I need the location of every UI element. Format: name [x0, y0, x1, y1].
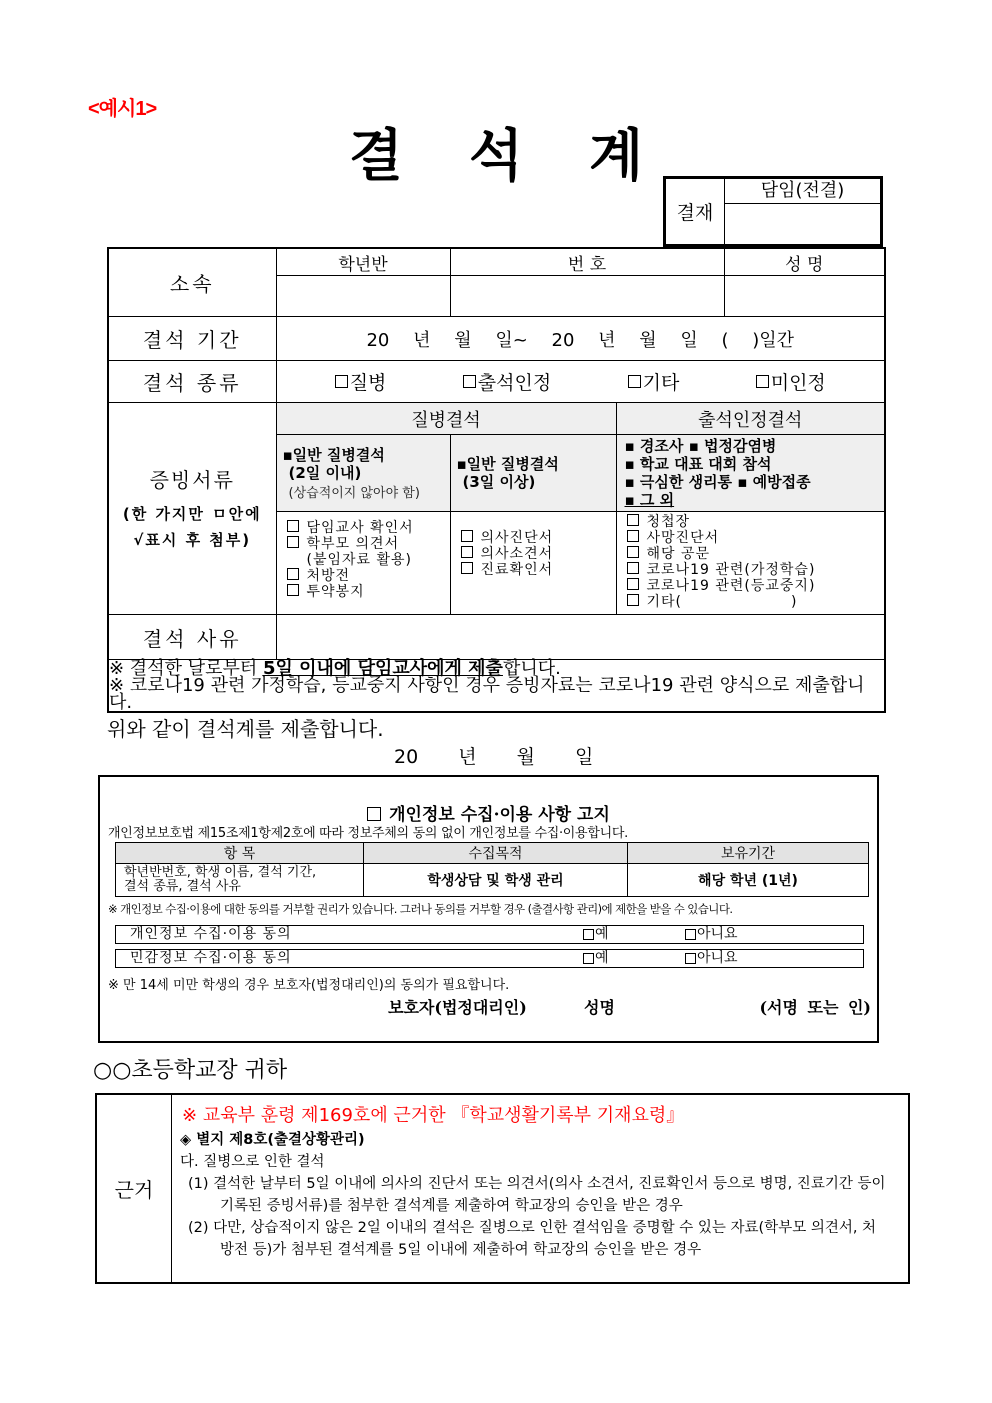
privacy-law-text: 개인정보보호법 제15조제1항제2호에 따라 정보주체의 동의 없이 개인정보를 수집·이용합니다.: [108, 826, 628, 841]
checkbox-icon[interactable]: [583, 929, 594, 940]
checkbox-icon[interactable]: [287, 568, 299, 580]
basis-label: 근거: [96, 1094, 172, 1283]
consent-row-sensitive: 민감정보 수집·이용 동의 예 아니요: [115, 949, 864, 968]
doc-option[interactable]: 코로나19 관련(가정학습): [627, 562, 885, 578]
approved-docs: [616, 512, 885, 615]
title-char: 계: [589, 124, 644, 189]
absence-type-illness[interactable]: 질병: [335, 368, 387, 395]
checkbox-icon[interactable]: [461, 546, 473, 558]
name-header: 성 명: [724, 248, 885, 276]
checkbox-icon[interactable]: [627, 594, 639, 606]
consent-row-personal: 개인정보 수집·이용 동의 예 아니요: [115, 925, 864, 944]
illness-long-docs: [450, 512, 616, 615]
illness-short-docs: 담임교사 확인서 학부모 의견서 (붙임자료 활용) 처방전 투약봉지: [276, 512, 450, 615]
title-char: 결: [348, 124, 403, 189]
basis-heading: ※ 교육부 훈령 제169호에 근거한 『학교생활기록부 기재요령』: [182, 1105, 685, 1126]
doc-option[interactable]: 의사진단서: [461, 530, 616, 546]
consent-yes[interactable]: 예: [583, 926, 609, 943]
approval-header: 담임(전결): [725, 179, 880, 204]
number-field[interactable]: [450, 276, 724, 317]
checkbox-icon[interactable]: [627, 578, 639, 590]
doc-option[interactable]: 해당 공문: [627, 546, 885, 562]
approval-signature-field[interactable]: [725, 204, 880, 244]
privacy-retention-value: 해당 학년 (1년): [628, 864, 869, 897]
privacy-purpose-value: 학생상담 및 학생 관리: [364, 864, 628, 897]
checkbox-icon[interactable]: [335, 375, 348, 388]
checkbox-icon[interactable]: [627, 562, 639, 574]
approval-label: 결재: [666, 179, 725, 244]
absence-type-other[interactable]: 기타: [628, 368, 680, 395]
checkbox-icon[interactable]: [287, 584, 299, 596]
basis-content: [172, 1094, 910, 1283]
basis-section: 다. 질병으로 인한 결석: [180, 1154, 325, 1170]
evidence-sublabel: √표시 후 첨부): [133, 531, 252, 549]
evidence-sublabel: (한 가지만 ㅁ안에: [122, 505, 262, 523]
basis-item-2: (2) 다만, 상습적이지 않은 2일 이내의 결석은 질병으로 인한 결석임을 증명할 수 있는 자료(학부모 의견서, 처: [188, 1220, 877, 1236]
checkbox-icon[interactable]: [583, 953, 594, 964]
absence-period-field[interactable]: 20 년 월 일~ 20 년 월 일 ( )일간: [276, 317, 885, 361]
doc-option[interactable]: 기타( ): [627, 594, 885, 610]
title-char: 석: [468, 124, 524, 189]
basis-annex: ◈ 별지 제8호(출결상황관리): [180, 1132, 365, 1148]
name-field[interactable]: [724, 276, 885, 317]
absence-type-approved[interactable]: 출석인정: [463, 368, 551, 395]
declaration-text: 위와 같이 결석계를 제출합니다.: [107, 717, 384, 741]
minor-consent-note: ※ 만 14세 미만 학생의 경우 보호자(법정대리인)의 동의가 필요합니다.: [108, 978, 510, 993]
privacy-notice-box: [98, 775, 879, 1043]
checkbox-icon[interactable]: [627, 530, 639, 542]
approved-criteria: ▪ 경조사 ▪ 법정감염병 ▪ 학교 대표 대회 참석 ▪ 극심한 생리통 ▪ 예방접종 ▪ 그 외: [616, 435, 885, 512]
absence-type-label: 결석 종류: [108, 361, 276, 403]
illness-long-criteria: ▪일반 질병결석 (3일 이상): [450, 435, 616, 512]
absence-reason-label: 결석 사유: [108, 615, 276, 660]
checkbox-icon[interactable]: [628, 375, 641, 388]
privacy-col-item: 항 목: [116, 843, 364, 864]
basis-item-1-cont: 기록된 증빙서류)를 첨부한 결석계를 제출하여 학교장의 승인을 받은 경우: [220, 1198, 683, 1214]
absence-type-options: [276, 361, 885, 403]
approval-box: [663, 176, 883, 247]
privacy-title: 개인정보 수집·이용 사항 고지: [100, 800, 877, 825]
privacy-item-value: 학년반번호, 학생 이름, 결석 기간, 결석 종류, 결석 사유: [116, 864, 364, 897]
privacy-table: [115, 842, 869, 897]
addressee: ○○초등학교장 귀하: [93, 1058, 288, 1083]
doc-option[interactable]: 학부모 의견서: [287, 536, 450, 552]
checkbox-icon[interactable]: [463, 375, 476, 388]
basis-item-2-cont: 방전 등)가 첨부된 결석계를 5일 이내에 제출하여 학교장의 승인을 받은 경우: [220, 1242, 702, 1258]
consent-no[interactable]: 아니요: [685, 926, 738, 943]
doc-option[interactable]: 청첩장: [627, 514, 885, 530]
doc-option[interactable]: 진료확인서: [461, 562, 616, 578]
grade-class-field[interactable]: [276, 276, 450, 317]
evidence-label: 증빙서류: [149, 468, 235, 492]
approved-absence-header: 출석인정결석: [616, 403, 885, 435]
checkbox-icon[interactable]: [627, 514, 639, 526]
doc-option[interactable]: 투약봉지: [287, 584, 450, 600]
basis-item-1: (1) 결석한 날부터 5일 이내에 의사의 진단서 또는 의견서(의사 소견서, 진료확인서 등으로 병명, 진료기간 등이: [188, 1176, 886, 1192]
doc-option[interactable]: 의사소견서: [461, 546, 616, 562]
number-header: 번 호: [450, 248, 724, 276]
privacy-warning: ※ 개인정보 수집·이용에 대한 동의를 거부할 권리가 있습니다. 그러나 동의를 거부할 경우 (출결사항 관리)에 제한을 받을 수 있습니다.: [108, 902, 733, 916]
consent-yes[interactable]: 예: [583, 950, 609, 967]
legal-basis-table: [95, 1093, 910, 1284]
checkbox-icon[interactable]: [685, 929, 696, 940]
submission-date[interactable]: 20 년 월 일: [394, 746, 594, 768]
affiliation-label: 소속: [108, 248, 276, 317]
absence-form-table: [107, 247, 886, 713]
evidence-label-cell: [108, 403, 276, 615]
privacy-col-purpose: 수집목적: [364, 843, 628, 864]
doc-option[interactable]: 담임교사 확인서: [287, 520, 450, 536]
guardian-label: 보호자(법정대리인): [388, 998, 527, 1017]
absence-type-unapproved[interactable]: 미인정: [756, 368, 826, 395]
checkbox-icon[interactable]: [627, 546, 639, 558]
doc-option[interactable]: 사망진단서: [627, 530, 885, 546]
checkbox-icon[interactable]: [461, 530, 473, 542]
doc-option[interactable]: 처방전: [287, 568, 450, 584]
checkbox-icon[interactable]: [287, 536, 299, 548]
checkbox-icon[interactable]: [461, 562, 473, 574]
signature-seal-label[interactable]: (서명 또는 인): [759, 998, 871, 1017]
checkbox-icon[interactable]: [756, 375, 769, 388]
checkbox-icon: [367, 807, 381, 821]
guardian-name-label[interactable]: 성명: [584, 998, 615, 1017]
doc-option[interactable]: 코로나19 관련(등교중지): [627, 578, 885, 594]
checkbox-icon[interactable]: [685, 953, 696, 964]
absence-period-label: 결석 기간: [108, 317, 276, 361]
submission-notes: ※ 결석한 날로부터 5일 이내에 담임교사에게 제출합니다. ※ 코로나19 관련 가정학습, 등교중지 사항인 경우 증빙자료는 코로나19 관련 양식으로 제출합니다.: [108, 660, 885, 713]
absence-reason-field[interactable]: [276, 615, 885, 660]
consent-no[interactable]: 아니요: [685, 950, 738, 967]
grade-class-header: 학년반: [276, 248, 450, 276]
privacy-col-retention: 보유기간: [628, 843, 869, 864]
checkbox-icon[interactable]: [287, 520, 299, 532]
example-tag: <예시1>: [88, 98, 157, 120]
illness-short-criteria: ▪일반 질병결석 (2일 이내) (상습적이지 않아야 함): [276, 435, 450, 512]
illness-absence-header: 질병결석: [276, 403, 616, 435]
